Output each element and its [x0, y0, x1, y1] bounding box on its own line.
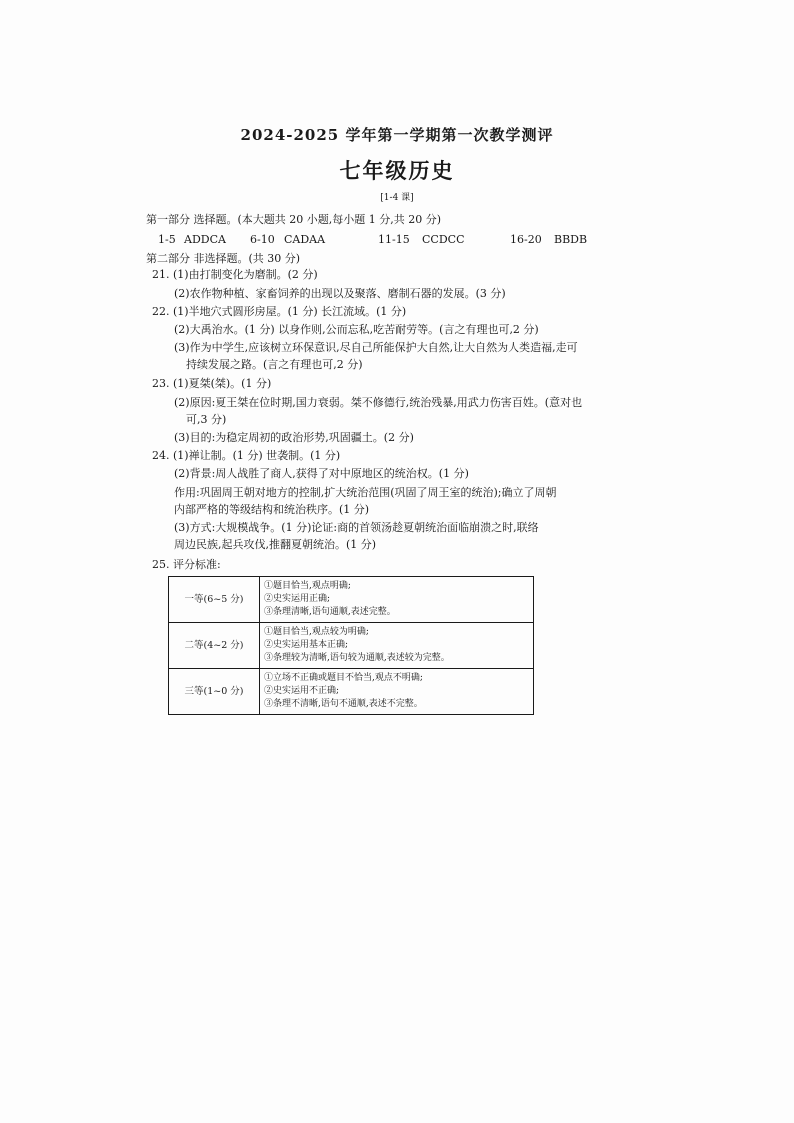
- q24-line: (3)方式:大规模战争。(1 分)论证:商的首领汤趁夏朝统治面临崩溃之时,联络: [174, 521, 539, 534]
- q21-line: (2)农作物种植、家畜饲养的出现以及聚落、磨制石器的发展。(3 分): [174, 287, 506, 300]
- q24-line: (2)背景:周人战胜了商人,获得了对中原地区的统治权。(1 分): [174, 467, 469, 480]
- part2-heading: 第二部分 非选择题。(共 30 分): [146, 252, 301, 265]
- mc-key: CADAA: [284, 233, 326, 246]
- table-row: [169, 577, 534, 623]
- q25-heading: 25. 评分标准:: [152, 558, 221, 571]
- mc-key: CCDCC: [422, 233, 465, 246]
- lesson-range: [1-4 课]: [380, 193, 414, 203]
- q24-line: 周边民族,起兵攻伐,推翻夏朝统治。(1 分): [174, 538, 377, 551]
- criterion: ③条理较为清晰,语句较为通顺,表述较为完整。: [264, 653, 450, 663]
- grade-criteria: [260, 669, 534, 715]
- grade-criteria: [260, 623, 534, 669]
- q23-line: (2)原因:夏王桀在位时期,国力衰弱。桀不修德行,统治残暴,用武力伤害百姓。(意对也: [174, 396, 583, 409]
- criterion: ①立场不正确或题目不恰当,观点不明确;: [264, 673, 423, 683]
- criterion: ③条理清晰,语句通顺,表述完整。: [264, 607, 396, 617]
- criterion: ③条理不清晰,语句不通顺,表述不完整。: [264, 699, 423, 709]
- q21-line: 21. (1)由打制变化为磨制。(2 分): [152, 268, 318, 281]
- grade-level: 三等(1~0 分): [169, 669, 260, 715]
- q23-line: 23. (1)夏桀(桀)。(1 分): [152, 377, 272, 390]
- grade-level: 一等(6~5 分): [169, 577, 260, 623]
- grade-criteria: [260, 577, 534, 623]
- mc-key: BBDB: [554, 233, 588, 246]
- mc-range: 11-15: [378, 233, 410, 246]
- criterion: ②史实运用不正确;: [264, 686, 340, 696]
- q24-line: 作用:巩固周王朝对地方的控制,扩大统治范围(巩固了周王室的统治);确立了周朝: [174, 486, 557, 499]
- subject-title: 七年级历史: [339, 158, 455, 183]
- grade-level: 二等(4~2 分): [169, 623, 260, 669]
- q22-line: 22. (1)半地穴式圆形房屋。(1 分) 长江流域。(1 分): [152, 305, 407, 318]
- part1-heading: 第一部分 选择题。(本大题共 20 小题,每小题 1 分,共 20 分): [146, 213, 442, 226]
- q24-line: 24. (1)禅让制。(1 分) 世袭制。(1 分): [152, 449, 341, 462]
- exam-title: 2024-2025 学年第一学期第一次教学测评: [240, 126, 554, 144]
- grading-table: [168, 576, 534, 715]
- criterion: ②史实运用正确;: [264, 594, 331, 604]
- q22-line: (2)大禹治水。(1 分) 以身作则,公而忘私,吃苦耐劳等。(言之有理也可,2 分): [174, 323, 539, 336]
- mc-range: 1-5: [158, 233, 176, 246]
- q22-line: (3)作为中学生,应该树立环保意识,尽自己所能保护大自然,让大自然为人类造福,走可: [174, 341, 578, 354]
- mc-key: ADDCA: [184, 233, 226, 246]
- q22-line: 持续发展之路。(言之有理也可,2 分): [186, 358, 363, 371]
- criterion: ①题目恰当,观点明确;: [264, 581, 351, 591]
- q23-line: (3)目的:为稳定周初的政治形势,巩固疆土。(2 分): [174, 431, 414, 444]
- criterion: ①题目恰当,观点较为明确;: [264, 627, 369, 637]
- table-row: [169, 623, 534, 669]
- table-row: [169, 669, 534, 715]
- q23-line: 可,3 分): [186, 413, 227, 426]
- mc-range: 6-10: [250, 233, 275, 246]
- q24-line: 内部严格的等级结构和统治秩序。(1 分): [174, 503, 370, 516]
- mc-range: 16-20: [510, 233, 542, 246]
- criterion: ②史实运用基本正确;: [264, 640, 349, 650]
